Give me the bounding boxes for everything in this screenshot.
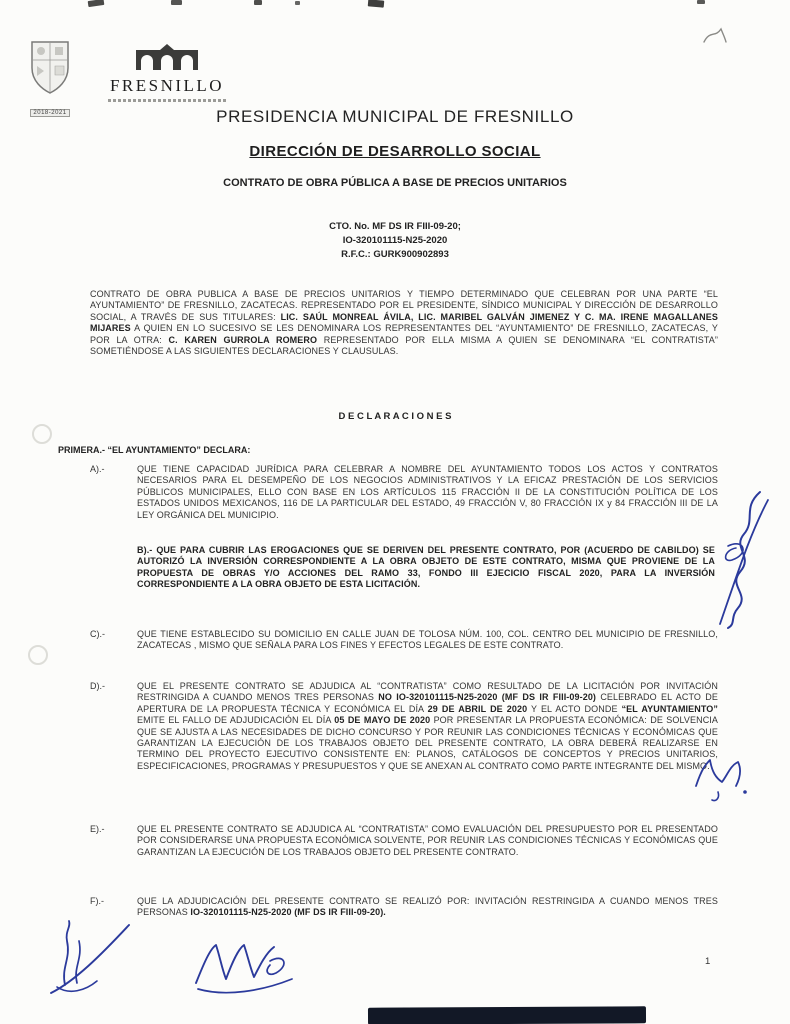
scan-artifact	[88, 0, 105, 7]
item-label-a: A).-	[90, 464, 105, 474]
declaration-item-f	[90, 896, 718, 919]
punch-hole	[28, 645, 48, 665]
page-title: PRESIDENCIA MUNICIPAL DE FRESNILLO	[216, 107, 574, 126]
declaration-item-c	[90, 629, 718, 652]
declarations-heading: D E C L A R A C I O N E S	[338, 411, 452, 422]
primera-heading: PRIMERA.- “EL AYUNTAMIENTO” DECLARA:	[58, 445, 251, 455]
scan-artifact	[697, 0, 705, 4]
scan-edge-bar	[368, 1006, 646, 1024]
declaration-item-a	[90, 464, 718, 521]
scan-artifact	[368, 0, 385, 8]
intro-paragraph: CONTRATO DE OBRA PUBLICA A BASE DE PRECIOS UNITARIOS Y TIEMPO DETERMINADO QUE CELEBRAN POR UNA PARTE “EL AYUNTAMIENTO” DE FRESNILLO, ZACATECAS. REPRESENTADO POR EL PRESIDENTE, SÍNDICO MUNICIPAL Y DIRECCIÓN DE DESARROLLO SOCIAL, A TRAVÉS DE SUS TITULARES: LIC. SAÚL MONREAL ÁVILA, LIC. MARIBEL GALVÁN JIMENEZ Y C. MA. IRENE MAGALLANES MIJARES A QUIEN EN LO SUCESIVO SE LES DENOMINARA LOS REPRESENTANTES DEL “AYUNTAMIENTO” DE FRESNILLO, ZACATECAS, Y POR LA OTRA: C. KAREN GURROLA ROMERO REPRESENTADO POR ELLA MISMA A QUIEN SE DENOMINARA “EL CONTRATISTA” SOMETIÉNDOSE A LAS SIGUIENTES DECLARACIONES Y CLAUSULAS.	[90, 289, 718, 357]
rfc-number: R.F.C.: GURK900902893	[341, 249, 449, 260]
scan-artifact	[171, 0, 182, 5]
page-number: 1	[705, 956, 711, 967]
item-label-e: E).-	[90, 824, 105, 834]
item-label-c: C).-	[90, 629, 105, 639]
contract-number: CTO. No. MF DS IR FIII-09-20;	[329, 221, 461, 232]
item-text-c: QUE TIENE ESTABLECIDO SU DOMICILIO EN CALLE JUAN DE TOLOSA NÚM. 100, COL. CENTRO DEL MUNICIPIO DE FRESNILLO, ZACATECAS , MISMO QUE SEÑALA PARA LOS FINES Y EFECTOS LEGALES DE ESTE CONTRATO.	[137, 629, 718, 651]
scan-artifact	[254, 0, 262, 5]
crest-shield-icon	[28, 40, 72, 96]
scan-artifact-squiggle	[702, 26, 728, 48]
department-title: DIRECCIÓN DE DESARROLLO SOCIAL	[249, 143, 541, 160]
fresnillo-logo	[92, 44, 242, 102]
item-text-d: QUE EL PRESENTE CONTRATO SE ADJUDICA AL “CONTRATISTA” COMO RESULTADO DE LA LICITACIÓN POR INVITACIÓN RESTRINGIDA A CUANDO MENOS TRES PERSONAS NO IO-320101115-N25-2020 (MF DS IR FIII-09-20) CELEBRADO EL ACTO DE APERTURA DE LA PROPUESTA TÉCNICA Y ECONÓMICA EL DÍA 29 DE ABRIL DE 2020 Y EL ACTO DONDE “EL AYUNTAMIENTO” EMITE EL FALLO DE ADJUDICACIÓN EL DÍA 05 DE MAYO DE 2020 POR PRESENTAR LA PROPUESTA ECONÓMICA: DE SOLVENCIA QUE SE AJUSTA A LAS NECESIDADES DE DICHO CONCURSO Y POR REUNIR LAS CONDICIONES TÉCNICAS Y ECONÓMICAS QUE GARANTIZAN LA EJECUCIÓN DE LOS TRABAJOS OBJETO DEL PRESENTE CONTRATO, LA OBRA DEBERÁ REALIZARSE EN TERMINO DEL PROYECTO EJECUTIVO CONSISTENTE EN: PLANOS, CATÁLOGOS DE CONCEPTOS Y PRECIOS UNITARIOS, ESPECIFICACIONES, PROGRAMAS Y PRESUPUESTOS Y QUE SE ANEXAN AL CONTRATO COMO PARTE INTEGRANTE DEL MISMO.	[137, 681, 719, 771]
item-text-a: QUE TIENE CAPACIDAD JURÍDICA PARA CELEBRAR A NOMBRE DEL AYUNTAMIENTO TODOS LOS ACTOS Y CONTRATOS NECESARIOS PARA EL DESEMPEÑO DE LOS NEGOCIOS ADMINISTRATIVOS Y LA EFICAZ PRESTACIÓN DE LOS SERVICIOS PÚBLICOS MUNICIPALES, ELLO CON BASE EN LOS ARTÍCULOS 115 FRACCIÓN II DE LA CONSTITUCIÓN POLÍTICA DE LOS ESTADOS UNIDOS MEXICANOS, 116 DE LA PARTICULAR DEL ESTADO, 49 FRACCIÓN V, 80 FRACCIÓN IX y 84 FRACCIÓN III DE LA LEY ORGÁNICA DEL MUNICIPIO.	[137, 464, 718, 520]
declaration-item-b: B).- QUE PARA CUBRIR LAS EROGACIONES QUE SE DERIVEN DEL PRESENTE CONTRATO, POR (ACUERDO DE CABILDO) SE AUTORIZÓ LA INVERSIÓN CORRESPONDIENTE A LA OBRA OBJETO DE ESTE CONTRATO, MISMA QUE PROVIENE DE LA PROPUESTA DE OBRAS Y/O ACCIONES DEL RAMO 33, FONDO III EJECICIO FISCAL 2020, PARA LA INVERSIÓN CORRESPONDIENTE A LA OBRA OBJETO DE ESTA LICITACIÓN.	[137, 545, 715, 590]
crest-term-label: 2018-2021	[30, 109, 69, 117]
item-text-e: QUE EL PRESENTE CONTRATO SE ADJUDICA AL “CONTRATISTA” COMO EVALUACIÓN DEL PRESUPUESTO POR EL PRESENTADO POR CONSIDERARSE UNA PROPUESTA ECONÓMICA SOLVENTE, POR REUNIR LAS CONDICIONES TÉCNICAS Y ECONÓMICAS QUE GARANTIZAN LA EJECUCIÓN DE LOS TRABAJOS OBJETO DEL PRESENTE CONTRATO.	[137, 824, 718, 857]
item-text-f: QUE LA ADJUDICACIÓN DEL PRESENTE CONTRATO SE REALIZÓ POR: INVITACIÓN RESTRINGIDA A CUANDO MENOS TRES PERSONAS IO-320101115-N25-2020 (MF DS IR FIII-09-20).	[137, 896, 718, 918]
item-label-f: F).-	[90, 896, 104, 906]
punch-hole	[32, 424, 52, 444]
tender-number: IO-320101115-N25-2020	[342, 235, 448, 246]
scan-artifact	[295, 1, 300, 5]
signature-scribble-bottom-left	[45, 915, 135, 1000]
fresnillo-tagline	[108, 99, 226, 102]
contract-id-block	[0, 220, 790, 262]
contract-type-title: CONTRATO DE OBRA PÚBLICA A BASE DE PRECIOS UNITARIOS	[223, 177, 567, 189]
signature-scribble-right	[698, 486, 778, 631]
fresnillo-arches-icon	[134, 44, 200, 70]
declaration-item-e	[90, 824, 718, 858]
item-label-d: D).-	[90, 681, 105, 691]
declaration-item-d	[90, 681, 718, 772]
signature-scribble-bottom-center	[190, 935, 300, 1000]
signature-scribble-right-small	[690, 748, 755, 808]
fresnillo-wordmark: FRESNILLO	[109, 76, 225, 95]
